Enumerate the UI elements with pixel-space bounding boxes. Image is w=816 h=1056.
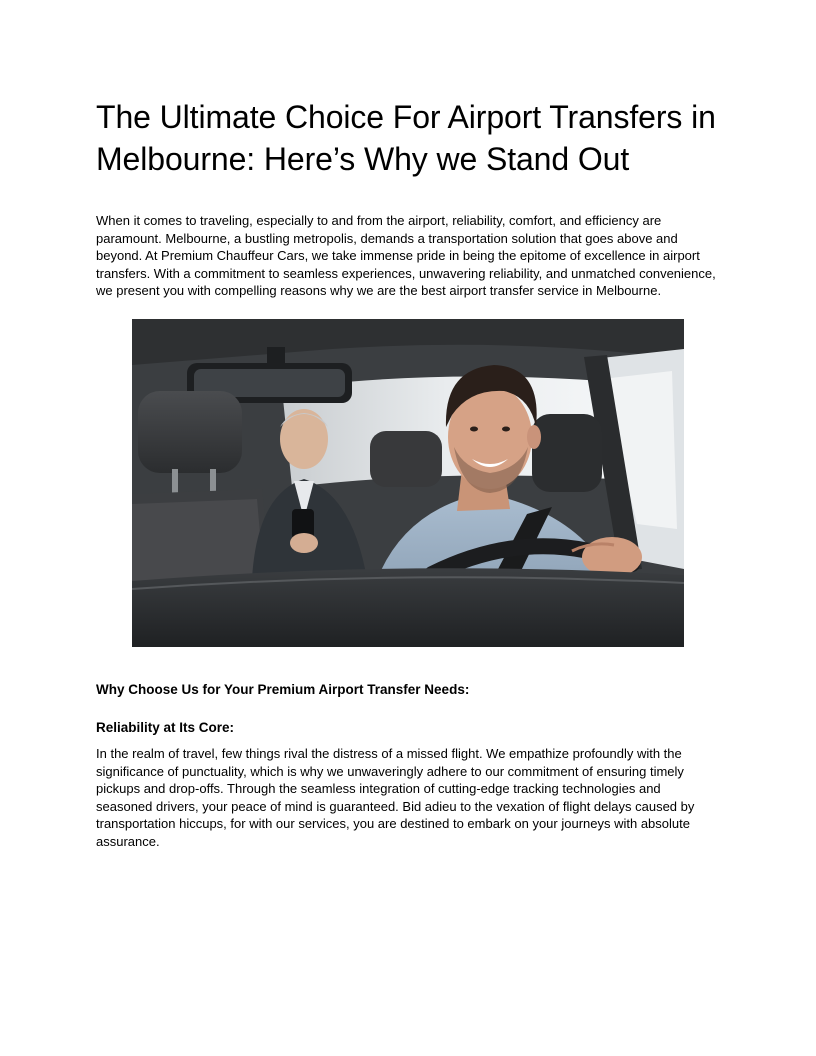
chauffeur-car-photo xyxy=(132,319,684,647)
document-page xyxy=(96,96,720,851)
intro-paragraph: When it comes to traveling, especially to and from the airport, reliability, comfort, and efficiency are paramount. Melbourne, a bustling metropolis, demands a transportation solution that goes above and beyond. At Premium Chauffeur Cars, we take immense pride in being the epitome of excellence in airport transfers. With a commitment to seamless experiences, unwavering reliability, and unmatched convenience, we present you with compelling reasons why we are the best airport transfer service in Melbourne. xyxy=(96,213,716,299)
subsection-paragraph: In the realm of travel, few things rival the distress of a missed flight. We empathize profoundly with the significance of punctuality, which is why we unwaveringly adhere to our commitment of ensuring timely pickups and drop-offs. Through the seamless integration of cutting-edge tracking technologies and seasoned drivers, your peace of mind is guaranteed. Bid adieu to the vexation of flight delays caused by transportation hiccups, for with our services, you are destined to embark on your journeys with absolute assurance. xyxy=(96,745,695,849)
subsection-heading: Reliability at Its Core: xyxy=(96,719,235,735)
document-title: The Ultimate Choice For Airport Transfers in Melbourne: Here’s Why we Stand Out xyxy=(96,99,716,177)
car-interior-illustration xyxy=(132,319,684,647)
section-heading: Why Choose Us for Your Premium Airport Transfer Needs: xyxy=(96,681,470,697)
